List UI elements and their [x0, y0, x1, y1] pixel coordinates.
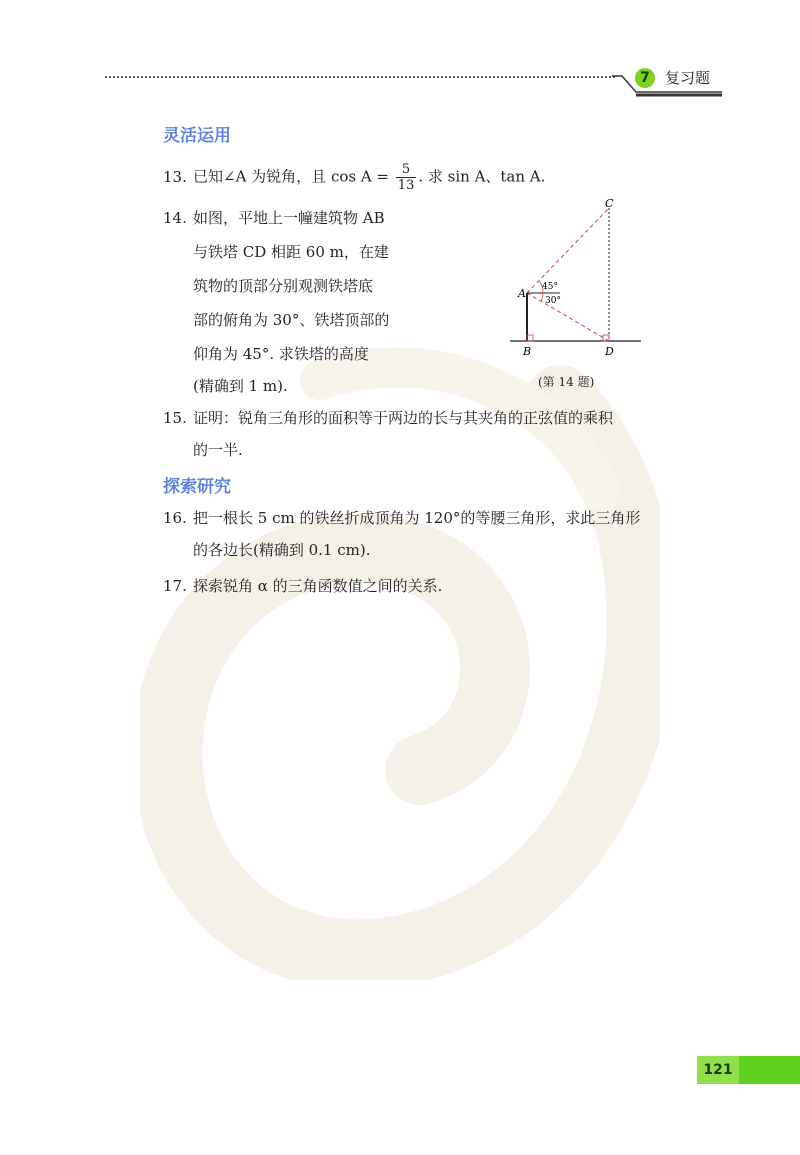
section-heading-exploration: 探索研究: [163, 477, 231, 497]
header-dotted-rule: [105, 76, 615, 78]
figure-tower-diagram: [505, 195, 645, 365]
label-b: B: [523, 345, 532, 358]
page-number: 121: [697, 1056, 739, 1084]
fraction: [396, 162, 417, 193]
problem-line: 证明：锐角三角形的面积等于两边的长与其夹角的正弦值的乘积: [193, 409, 614, 427]
label-c: C: [605, 197, 614, 210]
chapter-number-badge: 7: [635, 68, 655, 88]
problem-text: 探索锐角 α 的三角函数值之间的关系.: [193, 577, 443, 595]
angle-label-30: 30°: [545, 296, 561, 306]
sight-line-up: [527, 208, 609, 293]
label-a: A: [518, 287, 526, 300]
problem-text: 已知∠A 为锐角，且 cos A =: [193, 167, 390, 186]
problem-number: 13.: [163, 167, 187, 186]
section-heading-flexible-use: 灵活运用: [163, 126, 231, 146]
angle-arc-30: [541, 293, 543, 301]
problem-14: [163, 208, 385, 228]
problem-line: 的一半.: [193, 441, 243, 459]
figure-caption: (第 14 题): [538, 375, 595, 389]
problem-line: (精确到 1 m).: [193, 377, 288, 395]
problem-16: [163, 508, 640, 528]
problem-line: 把一根长 5 cm 的铁丝折成顶角为 120°的等腰三角形，求此三角形: [193, 509, 641, 527]
problem-line: 部的俯角为 30°、铁塔顶部的: [193, 311, 390, 329]
problem-line: 的各边长(精确到 0.1 cm).: [193, 541, 371, 559]
problem-line: 如图，平地上一幢建筑物 AB: [193, 209, 385, 227]
problem-13: [163, 162, 545, 193]
problem-number: 17.: [163, 577, 187, 595]
problem-line: 与铁塔 CD 相距 60 m，在建: [193, 243, 389, 261]
fraction-numerator: 5: [396, 162, 417, 178]
problem-17: [163, 576, 442, 596]
problem-15: [163, 408, 613, 428]
problem-number: 14.: [163, 209, 187, 227]
problem-text-end: . 求 sin A、tan A.: [418, 167, 546, 186]
sight-line-down: [527, 293, 609, 341]
angle-label-45: 45°: [542, 282, 558, 292]
problem-line: 筑物的顶部分别观测铁塔底: [193, 277, 374, 295]
problem-number: 16.: [163, 509, 187, 527]
label-d: D: [605, 345, 614, 358]
chapter-title: 复习题: [665, 69, 711, 87]
page-number-tab: [697, 1056, 800, 1084]
problem-line: 仰角为 45°. 求铁塔的高度: [193, 345, 369, 363]
problem-number: 15.: [163, 409, 187, 427]
watermark-swirl: [140, 340, 660, 980]
fraction-denominator: 13: [397, 178, 415, 193]
